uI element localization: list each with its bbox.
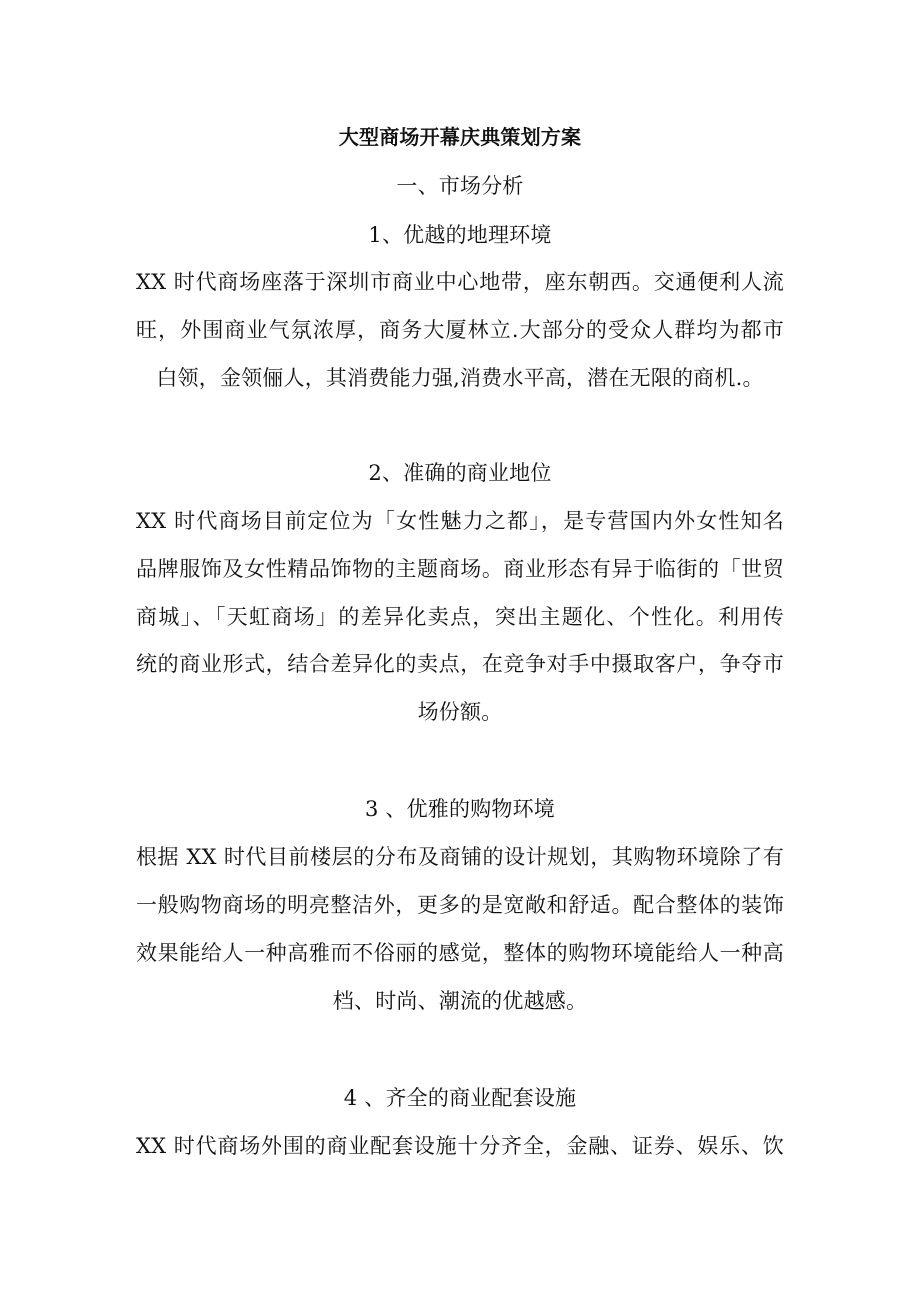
paragraph-line: 白领，金领俪人，其消费能力强,消费水平高，潜在无限的商机.。	[156, 366, 764, 390]
paragraph-line: 根据 XX 时代目前楼层的分布及商铺的设计规划，其购物环境除了有	[136, 845, 784, 869]
paragraph-line: 效果能给人一种高雅而不俗丽的感觉，整体的购物环境能给人一种高	[136, 941, 784, 965]
paragraph-line: 商城」、「天虹商场」的差异化卖点，突出主题化、个性化。利用传	[136, 605, 784, 629]
document-title: 大型商场开幕庆典策划方案	[338, 125, 582, 149]
paragraph-line: XX 时代商场座落于深圳市商业中心地带，座东朝西。交通便利人流	[136, 270, 784, 294]
subsection-heading-1: 1、优越的地理环境	[368, 223, 552, 247]
paragraph-line: XX 时代商场外围的商业配套设施十分齐全，金融、证券、娱乐、饮	[136, 1134, 784, 1158]
subsection-heading-2: 2、准确的商业地位	[368, 461, 552, 485]
subsection-heading-4: 4 、齐全的商业配套设施	[343, 1086, 577, 1110]
paragraph-line: 场份额。	[417, 700, 503, 724]
paragraph-line: 品牌服饰及女性精品饰物的主题商场。商业形态有异于临街的「世贸	[136, 557, 784, 581]
section-heading: 一、市场分析	[396, 174, 524, 198]
subsection-heading-3: 3 、优雅的购物环境	[364, 797, 556, 821]
paragraph-line: 旺，外围商业气氛浓厚，商务大厦林立.大部分的受众人群均为都市	[136, 318, 784, 342]
paragraph-line: XX 时代商场目前定位为「女性魅力之都」，是专营国内外女性知名	[136, 509, 784, 533]
paragraph-line: 档、时尚、潮流的优越感。	[332, 989, 588, 1013]
paragraph-line: 一般购物商场的明亮整洁外，更多的是宽敞和舒适。配合整体的装饰	[136, 893, 784, 917]
paragraph-line: 统的商业形式，结合差异化的卖点，在竞争对手中摄取客户，争夺市	[136, 652, 784, 676]
